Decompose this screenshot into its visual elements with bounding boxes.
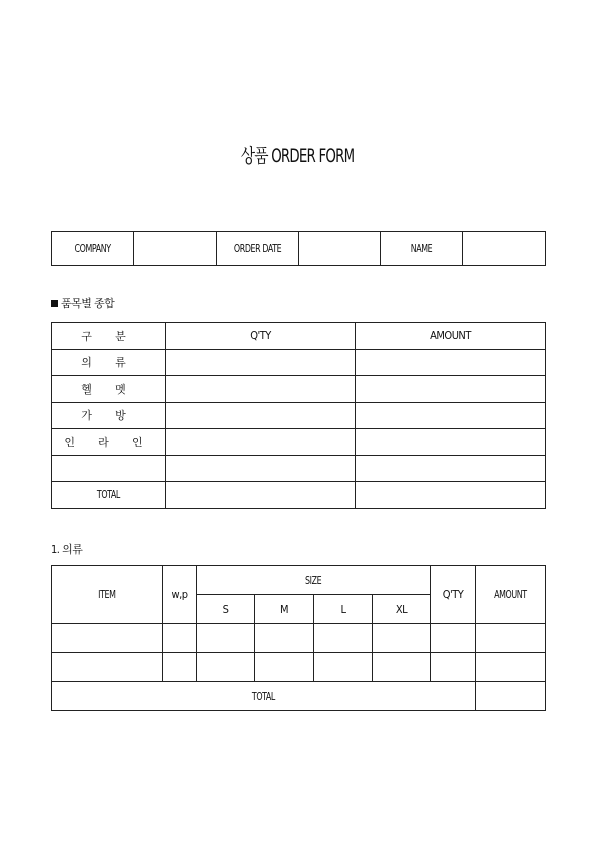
row-label[interactable]: [52, 455, 166, 482]
qty-cell[interactable]: [166, 402, 356, 429]
size-m-cell[interactable]: [255, 624, 314, 653]
qty-cell[interactable]: [166, 376, 356, 403]
name-field[interactable]: [463, 232, 546, 266]
table-row: [52, 624, 546, 653]
amount-cell[interactable]: [356, 376, 546, 403]
size-s-cell[interactable]: [197, 624, 255, 653]
row-label: 인 라 인: [52, 429, 166, 456]
qty-cell[interactable]: [166, 429, 356, 456]
amount-header: AMOUNT: [356, 323, 546, 350]
size-l-cell[interactable]: [314, 653, 373, 682]
item-cell[interactable]: [52, 653, 163, 682]
size-l-header: L: [314, 595, 373, 624]
section-summary-heading: 품목별 종합: [51, 295, 114, 311]
size-m-cell[interactable]: [255, 653, 314, 682]
size-s-cell[interactable]: [197, 653, 255, 682]
size-xl-cell[interactable]: [373, 624, 431, 653]
item-header: ITEM: [52, 566, 163, 624]
qty-cell[interactable]: [166, 455, 356, 482]
total-amount-cell[interactable]: [476, 682, 546, 711]
summary-table: [51, 322, 546, 509]
category-header: 구 분: [52, 323, 166, 350]
amount-cell[interactable]: [356, 455, 546, 482]
size-l-cell[interactable]: [314, 624, 373, 653]
company-label: COMPANY: [52, 232, 134, 266]
size-xl-header: XL: [373, 595, 431, 624]
total-qty-cell[interactable]: [166, 482, 356, 509]
wp-cell[interactable]: [163, 653, 197, 682]
amount-cell[interactable]: [356, 402, 546, 429]
section-clothing-heading: 1. 의류: [51, 543, 83, 556]
row-label: 가 방: [52, 402, 166, 429]
total-label: TOTAL: [52, 482, 166, 509]
table-row: [52, 349, 546, 376]
table-row: [52, 376, 546, 403]
table-header-row: [52, 566, 546, 595]
amount-cell[interactable]: [476, 653, 546, 682]
order-date-field[interactable]: [299, 232, 381, 266]
row-label: 헬 멧: [52, 376, 166, 403]
total-label: TOTAL: [52, 682, 476, 711]
amount-cell[interactable]: [476, 624, 546, 653]
square-bullet-icon: [51, 300, 58, 307]
order-date-label: ORDER DATE: [217, 232, 299, 266]
qty-cell[interactable]: [431, 653, 476, 682]
wp-header: w,p: [163, 566, 197, 624]
total-amount-cell[interactable]: [356, 482, 546, 509]
size-xl-cell[interactable]: [373, 653, 431, 682]
table-header-row: [52, 323, 546, 350]
table-row: [52, 653, 546, 682]
size-s-header: S: [197, 595, 255, 624]
clothing-table: [51, 565, 546, 711]
amount-cell[interactable]: [356, 429, 546, 456]
table-row: [52, 455, 546, 482]
size-m-header: M: [255, 595, 314, 624]
name-label: NAME: [381, 232, 463, 266]
qty-header: Q'TY: [431, 566, 476, 624]
table-row: [52, 429, 546, 456]
company-field[interactable]: [134, 232, 217, 266]
qty-cell[interactable]: [166, 349, 356, 376]
total-row: [52, 482, 546, 509]
table-row: [52, 402, 546, 429]
item-cell[interactable]: [52, 624, 163, 653]
amount-cell[interactable]: [356, 349, 546, 376]
qty-header: Q'TY: [166, 323, 356, 350]
row-label: 의 류: [52, 349, 166, 376]
size-header: SIZE: [197, 566, 431, 595]
total-row: [52, 682, 546, 711]
amount-header: AMOUNT: [476, 566, 546, 624]
order-info-table: [51, 231, 546, 266]
qty-cell[interactable]: [431, 624, 476, 653]
page-title: 상품 ORDER FORM: [240, 145, 355, 167]
wp-cell[interactable]: [163, 624, 197, 653]
